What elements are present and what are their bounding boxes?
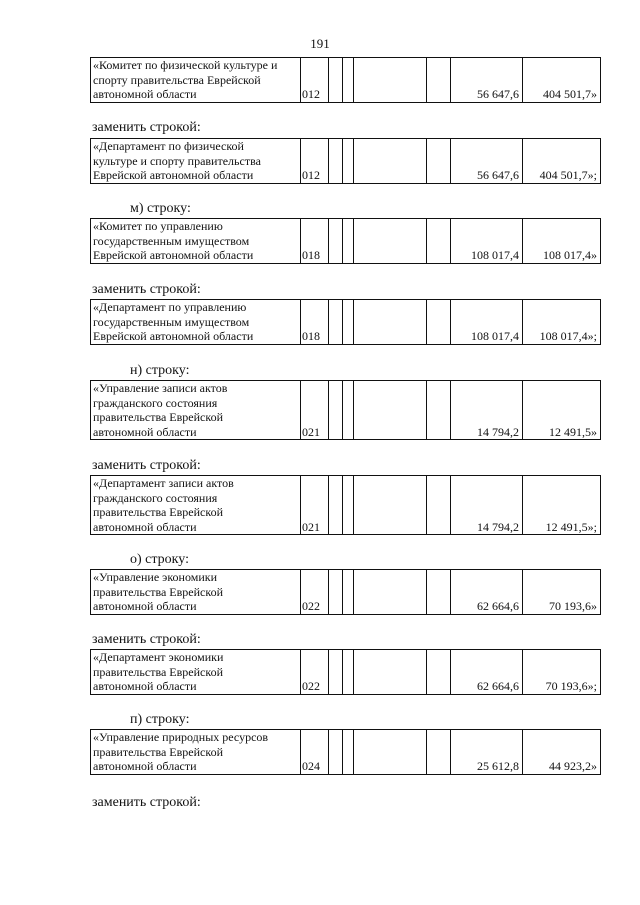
- replace-label: заменить строкой:: [92, 795, 201, 810]
- item-label-n: н) строку:: [130, 363, 190, 378]
- organization-name: «Комитет по физической культуре и спорту правительства Еврейской автономной области: [91, 58, 301, 103]
- value-year-1: 56 647,6: [451, 139, 523, 184]
- department-code: 018: [301, 300, 329, 345]
- value-year-1: 14 794,2: [451, 381, 523, 440]
- table-row-block: [90, 729, 601, 775]
- department-code: 022: [301, 650, 329, 695]
- replace-label: заменить строкой:: [92, 632, 201, 647]
- value-year-2: 108 017,4»;: [523, 300, 601, 345]
- value-year-2: 44 923,2»: [523, 730, 601, 775]
- empty-cell: [427, 650, 451, 695]
- value-year-1: 62 664,6: [451, 570, 523, 615]
- department-code: 021: [301, 381, 329, 440]
- table-row-block: [90, 569, 601, 615]
- empty-cell: [329, 300, 343, 345]
- value-year-2: 70 193,6»: [523, 570, 601, 615]
- value-year-1: 14 794,2: [451, 476, 523, 535]
- organization-name: «Департамент экономики правительства Еврейской автономной области: [91, 650, 301, 695]
- empty-cell: [343, 476, 354, 535]
- empty-cell: [427, 58, 451, 103]
- value-year-1: 62 664,6: [451, 650, 523, 695]
- empty-cell: [329, 570, 343, 615]
- empty-cell: [329, 476, 343, 535]
- table-row-block: [90, 380, 601, 440]
- empty-cell: [343, 570, 354, 615]
- value-year-2: 12 491,5»;: [523, 476, 601, 535]
- value-year-2: 404 501,7»: [523, 58, 601, 103]
- value-year-2: 70 193,6»;: [523, 650, 601, 695]
- organization-name: «Управление записи актов гражданского состояния правительства Еврейской автономной области: [91, 381, 301, 440]
- empty-cell: [354, 570, 427, 615]
- replace-label: заменить строкой:: [92, 458, 201, 473]
- empty-cell: [343, 58, 354, 103]
- empty-cell: [354, 381, 427, 440]
- empty-cell: [354, 219, 427, 264]
- department-code: 024: [301, 730, 329, 775]
- table-row-block: [90, 138, 601, 184]
- empty-cell: [427, 139, 451, 184]
- empty-cell: [329, 58, 343, 103]
- value-year-1: 108 017,4: [451, 300, 523, 345]
- empty-cell: [343, 139, 354, 184]
- organization-name: «Департамент записи актов гражданского состояния правительства Еврейской автономной области: [91, 476, 301, 535]
- empty-cell: [343, 219, 354, 264]
- organization-name: «Департамент по управлению государственным имуществом Еврейской автономной области: [91, 300, 301, 345]
- department-code: 012: [301, 58, 329, 103]
- page-number: 191: [310, 36, 330, 51]
- empty-cell: [354, 139, 427, 184]
- department-code: 021: [301, 476, 329, 535]
- value-year-1: 108 017,4: [451, 219, 523, 264]
- empty-cell: [427, 300, 451, 345]
- replace-label: заменить строкой:: [92, 282, 201, 297]
- empty-cell: [427, 476, 451, 535]
- table-row-block: [90, 218, 601, 264]
- item-label-m: м) строку:: [130, 201, 191, 216]
- empty-cell: [354, 300, 427, 345]
- table-row-block: [90, 475, 601, 535]
- table-row-block: [90, 299, 601, 345]
- empty-cell: [354, 476, 427, 535]
- empty-cell: [329, 139, 343, 184]
- empty-cell: [427, 219, 451, 264]
- organization-name: «Комитет по управлению государственным имуществом Еврейской автономной области: [91, 219, 301, 264]
- value-year-2: 12 491,5»: [523, 381, 601, 440]
- empty-cell: [354, 58, 427, 103]
- empty-cell: [329, 730, 343, 775]
- table-row-block: [90, 649, 601, 695]
- organization-name: «Департамент по физической культуре и спорту правительства Еврейской автономной области: [91, 139, 301, 184]
- empty-cell: [343, 650, 354, 695]
- empty-cell: [427, 570, 451, 615]
- value-year-1: 56 647,6: [451, 58, 523, 103]
- department-code: 012: [301, 139, 329, 184]
- empty-cell: [354, 650, 427, 695]
- empty-cell: [329, 381, 343, 440]
- empty-cell: [427, 381, 451, 440]
- item-label-p: п) строку:: [130, 712, 190, 727]
- empty-cell: [343, 381, 354, 440]
- empty-cell: [343, 300, 354, 345]
- empty-cell: [343, 730, 354, 775]
- department-code: 018: [301, 219, 329, 264]
- item-label-o: о) строку:: [130, 552, 189, 567]
- value-year-1: 25 612,8: [451, 730, 523, 775]
- empty-cell: [329, 219, 343, 264]
- value-year-2: 108 017,4»: [523, 219, 601, 264]
- organization-name: «Управление природных ресурсов правительства Еврейской автономной области: [91, 730, 301, 775]
- table-row-block: [90, 57, 601, 103]
- replace-label: заменить строкой:: [92, 120, 201, 135]
- empty-cell: [427, 730, 451, 775]
- empty-cell: [354, 730, 427, 775]
- value-year-2: 404 501,7»;: [523, 139, 601, 184]
- empty-cell: [329, 650, 343, 695]
- organization-name: «Управление экономики правительства Еврейской автономной области: [91, 570, 301, 615]
- department-code: 022: [301, 570, 329, 615]
